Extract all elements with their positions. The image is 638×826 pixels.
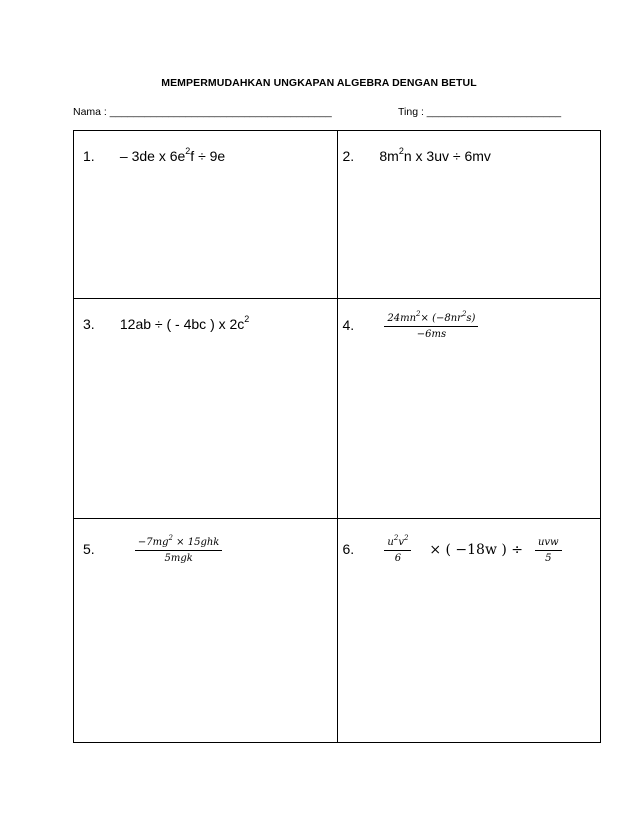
ting-field [398, 106, 561, 118]
denominator: 6 [394, 553, 402, 564]
question-cell-2 [337, 131, 601, 299]
question-2 [343, 148, 491, 164]
term: v [398, 537, 404, 548]
numerator [135, 533, 222, 551]
question-cell-4 [337, 299, 601, 519]
term: −7mg [137, 537, 169, 548]
fraction [384, 533, 411, 564]
exponent: 2 [398, 146, 404, 157]
question-5 [83, 533, 222, 564]
question-4 [342, 309, 479, 340]
nama-blank: ______________________________________ [109, 106, 332, 118]
fraction [384, 309, 478, 340]
question-cell-3 [74, 299, 338, 519]
term: × 15ghk [172, 537, 220, 548]
question-number: 1. [83, 148, 95, 164]
exponent: 2 [403, 533, 409, 542]
fraction [135, 533, 222, 564]
fraction [535, 537, 562, 564]
question-number: 5. [83, 541, 95, 558]
question-6 [342, 533, 562, 564]
exponent: 2 [416, 309, 421, 318]
numerator [384, 309, 478, 327]
question-cell-1 [74, 131, 338, 299]
expression-part: f ÷ 9e [190, 148, 226, 164]
ting-label: Ting : [398, 106, 424, 118]
exponent: 2 [168, 533, 173, 542]
question-cell-5 [74, 519, 338, 743]
term: s) [466, 313, 476, 324]
question-cell-6 [337, 519, 601, 743]
nama-label: Nama : [73, 106, 107, 118]
numerator: uvw [535, 537, 562, 551]
question-1 [83, 148, 225, 164]
denominator: −6ms [416, 329, 447, 340]
question-3 [83, 316, 249, 332]
expression-part: n x 3uv ÷ 6mv [403, 148, 491, 164]
question-number: 4. [342, 317, 355, 334]
denominator: 5 [545, 553, 552, 564]
numerator [384, 533, 411, 551]
question-number: 6. [342, 541, 355, 558]
question-number: 2. [342, 148, 355, 164]
expression-part: – 3de x 6e [119, 148, 186, 164]
question-grid [73, 130, 601, 743]
operator-text: × ( −18w ) ÷ [429, 542, 524, 559]
exponent: 2 [185, 146, 191, 157]
denominator: 5mgk [164, 553, 193, 564]
exponent: 2 [461, 309, 467, 318]
term: × (−8nr [420, 313, 462, 324]
term: 24mn [387, 313, 417, 324]
expression-part: 8m [379, 148, 399, 164]
expression-part: 12ab ÷ ( - 4bc ) x 2c [119, 316, 245, 332]
worksheet-title: MEMPERMUDAHKAN UNGKAPAN ALGEBRA DENGAN BETUL [161, 77, 477, 89]
exponent: 2 [393, 533, 399, 542]
question-number: 3. [83, 316, 95, 332]
ting-blank: _______________________ [426, 106, 562, 118]
exponent: 2 [244, 314, 250, 325]
nama-field [73, 106, 332, 118]
term: u [387, 537, 394, 548]
